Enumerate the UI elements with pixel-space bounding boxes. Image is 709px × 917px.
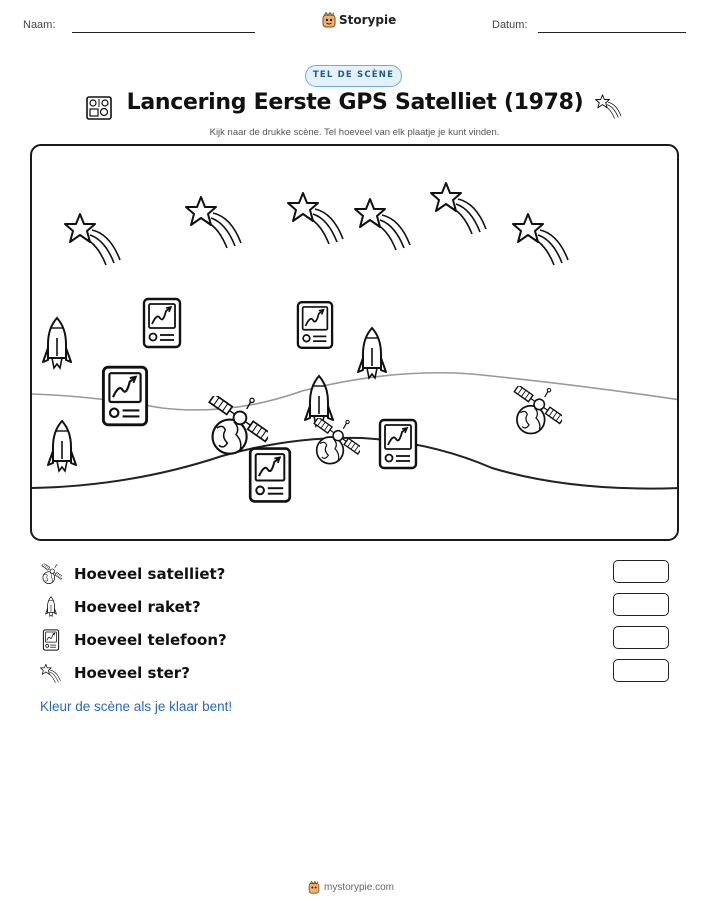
question-label: Hoeveel telefoon? [74,631,227,649]
question-satellite [40,562,225,586]
title-star-icon [595,93,623,119]
answer-box-rocket[interactable] [613,593,669,616]
answer-box-satellite[interactable] [613,560,669,583]
star-icon [288,193,343,244]
phone-icon [380,420,416,468]
coloring-instruction: Kleur de scène als je klaar bent! [40,699,233,714]
answer-box-star[interactable] [613,659,669,682]
page-subtitle: Kijk naar de drukke scène. Tel hoeveel van elk plaatje je kunt vinden. [209,127,500,138]
rocket-icon [40,596,62,618]
star-icon [186,197,241,248]
rocket-icon [48,421,76,471]
phone-icon [144,299,180,347]
star-icon [65,214,120,265]
question-phone [40,628,227,652]
storypie-logo-icon [308,881,320,894]
satellite-icon [313,416,362,463]
star-icon [513,214,568,265]
phone-icon [250,449,290,502]
activity-badge: TEL DE SCÈNE [305,65,402,87]
counting-scene [30,144,679,541]
answer-box-phone[interactable] [613,626,669,649]
phone-icon [298,302,332,348]
page-title: Lancering Eerste GPS Satelliet (1978) [126,90,584,115]
question-label: Hoeveel satelliet? [74,565,226,583]
brand-logo [322,12,396,28]
star-icon [355,199,410,250]
name-label: Naam: [23,19,56,31]
star-icon [431,183,486,234]
satellite-icon [40,563,62,585]
phone-icon [103,367,146,425]
control-panel-icon [86,96,112,120]
phone-icon [40,629,62,651]
storypie-logo-icon [322,12,336,28]
date-field[interactable] [538,32,686,33]
brand-name: Storypie [339,13,397,27]
satellite-icon [514,384,565,433]
scene-drawing [32,146,679,541]
question-rocket [40,595,201,619]
star-icon [40,662,62,684]
rocket-icon [358,328,386,378]
date-label: Datum: [492,19,528,31]
rocket-icon [43,318,71,368]
question-label: Hoeveel ster? [74,664,190,682]
site-url[interactable]: mystorypie.com [324,882,395,893]
question-label: Hoeveel raket? [74,598,201,616]
site-footer [308,881,394,894]
question-star [40,661,190,685]
name-field[interactable] [72,32,255,33]
